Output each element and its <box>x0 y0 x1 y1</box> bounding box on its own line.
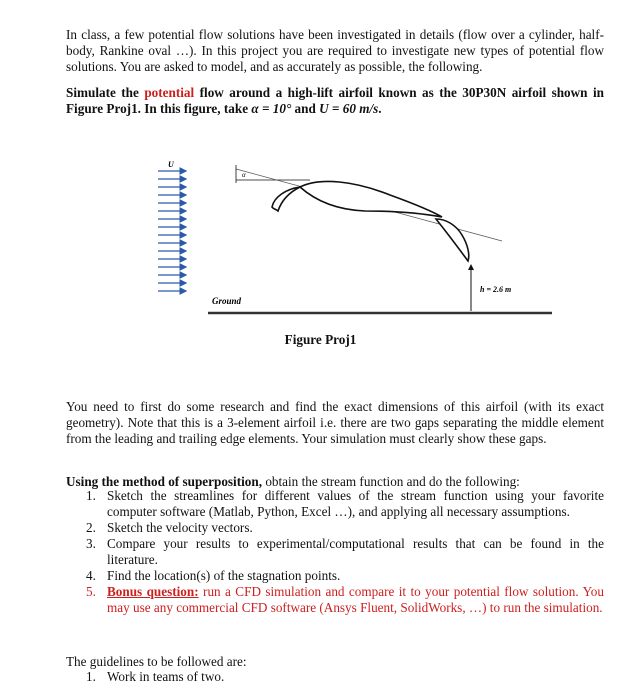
figure-caption: Figure Proj1 <box>284 332 357 347</box>
list-item <box>80 568 604 584</box>
alpha-label: α <box>242 171 246 179</box>
airfoil-figure <box>150 155 560 325</box>
flap-element <box>436 219 469 261</box>
list-text: Find the location(s) of the stagnation points. <box>107 568 341 583</box>
task-highlight: potential <box>144 85 195 101</box>
task-alpha: α = 10° <box>251 101 292 117</box>
task-mid: flow around a high-lift airfoil known as the 30P30N airfoil shown in Figure Proj1. In this figure, take <box>66 85 604 117</box>
task-statement <box>66 85 604 117</box>
list-item <box>80 520 604 536</box>
task-pre: Simulate the <box>66 85 145 101</box>
guidelines-list <box>80 669 604 685</box>
list-text: Sketch the streamlines for different values of the stream function using your favorite computer software (Matlab, Python, Excel …), and applying all necessary assumptions. <box>107 488 604 519</box>
task-and: and <box>291 101 320 117</box>
guidelines-heading: The guidelines to be followed are: <box>66 654 247 670</box>
u-label: U <box>168 160 174 169</box>
list-item <box>80 488 604 520</box>
list-item <box>80 669 604 685</box>
list-number: 1. <box>86 669 96 684</box>
method-rest: obtain the stream function and do the following: <box>262 474 520 490</box>
bonus-label: Bonus question: <box>107 584 199 599</box>
list-number: 1. <box>86 488 96 503</box>
steps-list <box>80 488 604 616</box>
intro-paragraph: In class, a few potential flow solutions have been investigated in details (flow over a cylinder, half-body, Rankine oval …). In this project you are required to investigate new types of potential flow solutions. You are asked to model, and as accurately as possible, the following. <box>66 27 604 75</box>
bonus-item <box>80 584 604 616</box>
ground-label: Ground <box>212 296 242 306</box>
list-number: 5. <box>86 584 96 599</box>
list-number: 2. <box>86 520 96 535</box>
bonus-text: run a CFD simulation and compare it to your potential flow solution. You may use any commercial CFD software (Ansys Fluent, SolidWorks, …) to run the simulation. <box>107 584 604 615</box>
task-velocity: U = 60 m/s <box>319 101 379 117</box>
list-number: 3. <box>86 536 96 551</box>
method-bold: Using the method of superposition, <box>66 474 263 490</box>
list-item <box>80 536 604 568</box>
slat-element <box>272 187 300 211</box>
list-text: Sketch the velocity vectors. <box>107 520 253 535</box>
research-paragraph: You need to first do some research and find the exact dimensions of this airfoil (with its exact geometry). Note that this is a 3-element airfoil i.e. there are two gaps separating the middle element from the leading and trailing edge elements. Your simulation must clearly show these gaps. <box>66 399 604 447</box>
freestream-arrows <box>158 171 186 291</box>
list-text: Work in teams of two. <box>107 669 225 684</box>
main-element <box>300 181 442 217</box>
list-text: Compare your results to experimental/computational results that can be found in the literature. <box>107 536 604 567</box>
list-number: 4. <box>86 568 96 583</box>
task-end: . <box>378 101 382 117</box>
height-label: h = 2.6 m <box>480 285 512 294</box>
